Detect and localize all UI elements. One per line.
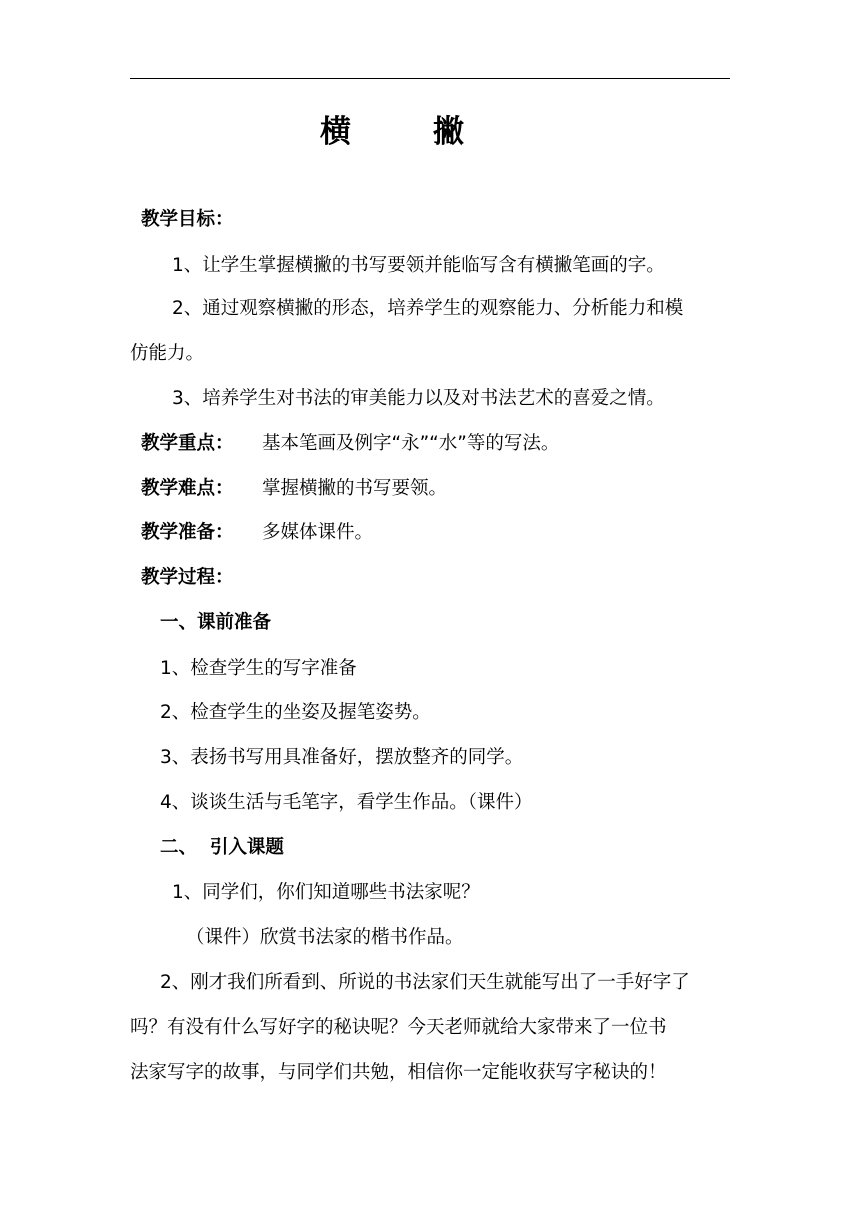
list-item: 1、检查学生的写字准备 (160, 658, 357, 679)
paragraph-line: 2、刚才我们所看到、所说的书法家们天生就能写出了一手好字了 (160, 972, 690, 993)
list-item: 4、谈谈生活与毛笔字，看学生作品。（课件） (160, 792, 533, 813)
objective-item: 1、让学生掌握横撇的书写要领并能临写含有横撇笔画的字。 (172, 255, 665, 276)
difficulties-row (141, 476, 447, 502)
title-char-1: 横 (320, 114, 351, 150)
objective-item: 2、通过观察横撇的形态，培养学生的观察能力、分析能力和模 (172, 298, 684, 319)
preparation-value: 多媒体课件。 (262, 522, 374, 543)
list-item: 1、同学们，你们知道哪些书法家呢？ (172, 882, 480, 903)
objective-item: 3、培养学生对书法的审美能力以及对书法艺术的喜爱之情。 (172, 388, 665, 409)
paragraph-line: 法家写字的故事，与同学们共勉，相信你一定能收获写字秘诀的！ (130, 1062, 667, 1083)
section-2-heading: 二、 引入课题 (160, 837, 284, 858)
header-rule (130, 78, 730, 79)
preparation-row (141, 520, 373, 546)
key-points-value: 基本笔画及例字“永”“水”等的写法。 (262, 433, 560, 454)
section-1-heading: 一、课前准备 (160, 612, 272, 633)
objectives-heading: 教学目标： (141, 209, 234, 230)
preparation-label: 教学准备： (141, 522, 234, 543)
process-heading: 教学过程： (141, 567, 234, 588)
list-item: 2、检查学生的坐姿及握笔姿势。 (160, 702, 431, 723)
key-points-row (141, 431, 559, 457)
key-points-label: 教学重点： (141, 433, 234, 454)
list-item: （课件）欣赏书法家的楷书作品。 (186, 927, 464, 948)
title-char-2: 撇 (433, 114, 464, 150)
list-item: 3、表扬书写用具准备好，摆放整齐的同学。 (160, 747, 524, 768)
paragraph-line: 吗？有没有什么写好字的秘诀呢？今天老师就给大家带来了一位书 (130, 1017, 667, 1038)
difficulties-label: 教学难点： (141, 478, 234, 499)
objective-item-continued: 仿能力。 (130, 343, 205, 364)
difficulties-value: 掌握横撇的书写要领。 (262, 478, 448, 499)
